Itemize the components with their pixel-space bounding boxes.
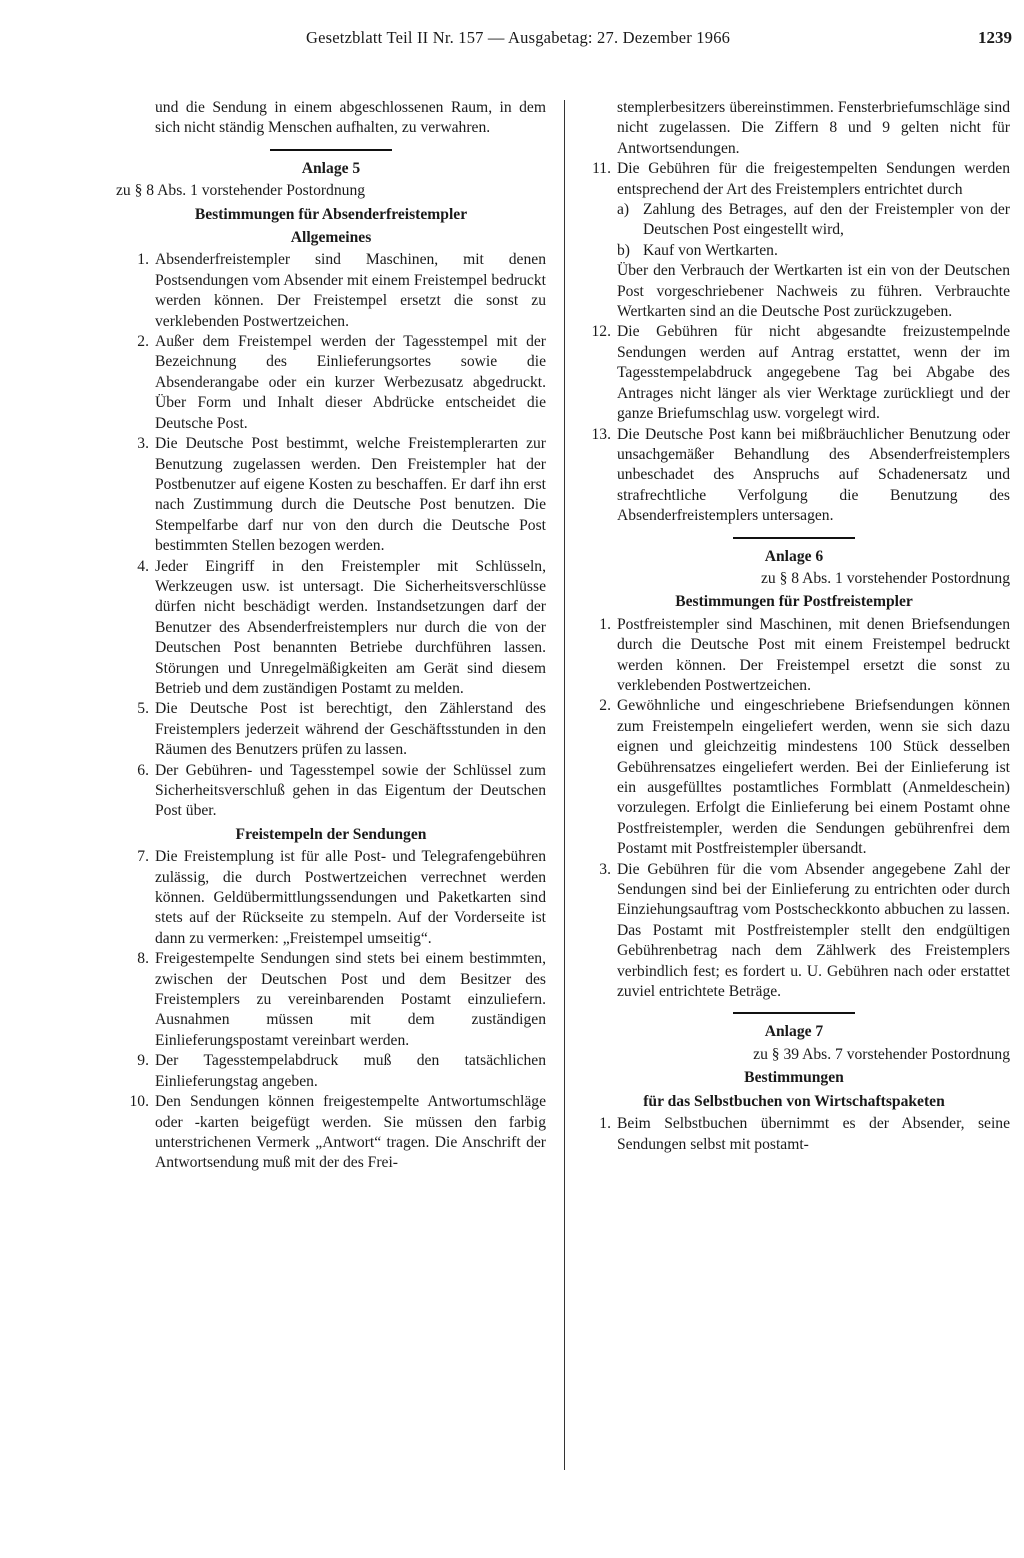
item-10-continuation: stemplerbesitzers übereinstimmen. Fensterbriefumschläge sind nicht zugelassen. Die Ziffern 8 und 9 gelten nicht für Antwortsendungen. [617,99,1010,157]
item-text: Postfreistempler sind Maschinen, mit denen Briefsendungen durch die Deutsche Post mit einem Freistempel bedruckt werden können. Der Freistempel ersetzt die sonst zu verklebenden Postwertzeichen. [617,615,1010,694]
item-number: 2. [599,697,611,715]
item-number: 12. [591,323,611,341]
item-number: 8. [137,950,149,968]
anlage-6-heading: Bestimmungen für Postfreistempler [675,593,913,611]
item-number: 10. [129,1093,149,1111]
item-text: Die Gebühren für die freigestempelten Sendungen werden entsprechend der Art des Freistemplers entrichtet durch [617,160,1010,198]
item-text: Beim Selbstbuchen übernimmt es der Absender, seine Sendungen selbst mit postamt- [617,1115,1010,1153]
item-number: 9. [137,1052,149,1070]
item-11-continuation: Über den Verbrauch der Wertkarten ist ein von der Deutschen Post vorgeschriebener Nachweis zu führen. Verbrauchte Wertkarten sind an die Deutsche Post zurückzugeben. [617,262,1010,321]
sub-item-letter: b) [617,241,630,259]
subheading-freistempeln: Freistempeln der Sendungen [235,825,427,843]
item-number: 3. [599,860,611,878]
item-number: 3. [137,435,149,453]
item-text: Freigestempelte Sendungen sind stets bei einem bestimmten, zwischen der Deutschen Post und dem Besitzer des Freistemplers zu vereinbarenden Postamt einzuliefern. Ausnahmen müssen mit dem zuständigen Einlieferungspostamt vereinbart werden. [155,950,546,1049]
item-number: 1. [599,615,611,633]
item-number: 7. [137,848,149,866]
list-item [116,434,546,556]
item-text: Die Deutsche Post ist berechtigt, den Zählerstand des Freistemplers jederzeit während der Geschäftsstunden in den Räumen des Benutzers prüfen zu lassen. [155,700,546,759]
list-item [116,847,546,949]
anlage-5-reference: zu § 8 Abs. 1 vorstehender Postordnung [116,182,366,200]
sub-item-text: Zahlung des Betrages, auf den der Freistempler von der Deutschen Post eingestellt wird, [643,201,1010,239]
list-item [578,159,1010,200]
item-text: Den Sendungen können freigestempelte Antwortumschläge oder -karten beigefügt werden. Sie müssen den farbig unterstrichenen Vermerk „Antwort“ tragen. Die Anschrift der Antwortsendung muß mit der des Frei- [155,1093,546,1172]
sub-item [617,200,1010,241]
anlage-7-title: Anlage 7 [764,1023,824,1041]
left-column [116,98,546,1174]
right-column [578,98,1010,1155]
list-item [116,949,546,1051]
list-item [116,1051,546,1092]
anlage-7-heading-line1: Bestimmungen [744,1069,844,1087]
anlage-5-title: Anlage 5 [301,159,361,177]
list-item [116,557,546,700]
list-item [578,696,1010,859]
list-item [116,332,546,434]
item-text: Der Tagesstempelabdruck muß den tatsächlichen Einlieferungstag angeben. [155,1052,546,1090]
page-header [0,28,1024,58]
item-text: Die Gebühren für nicht abgesandte freizustempelnde Sendungen werden auf Antrag erstattet, wenn der im Tagesstempelabdruck angegebene Tag bei Abgabe des Antrages nicht länger als vier Werktage zurückliegt und der ganze Briefumschlag usw. vorgelegt wird. [617,323,1010,423]
section-rule [733,537,855,539]
section-rule [270,149,392,151]
sub-item [617,241,1010,261]
item-text: Der Gebühren- und Tagesstempel sowie der Schlüssel zum Sicherheitsverschluß gehen in das Eigentum der Deutschen Post über. [155,761,546,820]
item-text: Die Deutsche Post bestimmt, welche Freistemplerarten zur Benutzung zugelassen werden. Den Freistempler hat der Postbenutzer auf eigene Kosten zu beschaffen. Er darf ihn erst nach Zustimmung durch die Deutsche Post benutzen. Die Stempelfarbe darf nur von den durch die Deutsche Post bestimmten Stellen bezogen werden. [155,435,546,555]
list-item [116,761,546,822]
item-text: Absenderfreistempler sind Maschinen, mit denen Postsendungen vom Absender mit einem Freistempel bedruckt werden können. Der Freistempel ersetzt die sonst zu verklebenden Postwertzeichen. [155,251,546,330]
list-item [578,615,1010,697]
item-text: Gewöhnliche und eingeschriebene Briefsendungen können zum Freistempeln eingeliefert werden, wenn sie sich dazu eignen und gleichzeitig mindestens 100 Stück desselben Gebührensatzes eingeliefert werden. Bei der Einlieferung ist ein ausgefülltes postamtliches Formblatt (Anmeldeschein) vorzulegen. Erfolgt die Einlieferung bei einem Postamt ohne Postfreistempler, werden die Sendungen gebührenfrei dem Postamt mit Postfreistempler übersandt. [617,697,1010,858]
section-rule [733,1012,855,1014]
list-item [116,699,546,760]
anlage-6-title: Anlage 6 [764,547,824,565]
column-divider [564,100,565,1470]
anlage-7-heading-line2: für das Selbstbuchen von Wirtschaftspaketen [643,1092,945,1110]
item-number: 4. [137,557,149,575]
intro-paragraph: und die Sendung in einem abgeschlossenen Raum, in dem sich nicht ständig Menschen aufhalten, zu verwahren. [155,99,546,137]
item-text: Die Freistemplung ist für alle Post- und Telegrafengebühren zulässig, die durch Postwertzeichen verrechnet werden können. Geldübermittlungssendungen und Paketkarten sind stets auf der Rückseite zu stempeln. Auf der Vorderseite ist dann zu vermerken: „Freistempel umseitig“. [155,848,546,947]
item-number: 11. [592,160,611,178]
item-number: 2. [137,333,149,351]
item-text: Die Deutsche Post kann bei mißbräuchlicher Benutzung oder unsachgemäßer Behandlung des Absenderfreistemplers unbeschadet des Anspruchs auf Schadenersatz und strafrechtliche Verfolgung die Benutzung des Absenderfreistemplers untersagen. [617,425,1010,525]
item-number: 5. [137,700,149,718]
list-item [578,425,1010,527]
subheading-allgemeines: Allgemeines [290,229,372,247]
list-item [578,1114,1010,1155]
item-text: Die Gebühren für die vom Absender angegebene Zahl der Sendungen sind bei der Einlieferung zu entrichten oder durch Einziehungsauftrag vom Postscheckkonto abbuchen zu lassen. Das Postamt mit Postfreistempler stellt den endgültigen Gebührenbetrag nach dem Zählwerk des Freistemplers verbindlich fest; es fordert u. U. Gebühren nach oder erstattet zuviel entrichtete Beträge. [617,860,1010,1001]
item-number: 13. [591,425,611,443]
item-text: Außer dem Freistempel werden der Tagesstempel mit der Bezeichnung des Einlieferungsortes sowie die Absenderangabe oder ein kurzer Werbezusatz abgedruckt. Über Form und Inhalt dieser Abdrücke entscheidet die Deutsche Post. [155,333,546,432]
item-number: 1. [137,251,149,269]
sub-item-text: Kauf von Wertkarten. [643,241,778,259]
list-item [578,322,1010,424]
list-item [116,1092,546,1174]
list-item [116,250,546,332]
sub-item-letter: a) [617,201,630,219]
page-number: 1239 [978,28,1012,47]
anlage-5-heading: Bestimmungen für Absenderfreistempler [194,205,468,223]
item-number: 6. [137,761,149,779]
anlage-7-reference: zu § 39 Abs. 7 vorstehender Postordnung [753,1045,1010,1063]
header-title: Gesetzblatt Teil II Nr. 157 — Ausgabetag: 27. Dezember 1966 [306,28,731,47]
list-item [578,860,1010,1003]
anlage-6-reference: zu § 8 Abs. 1 vorstehender Postordnung [760,569,1010,587]
item-number: 1. [599,1115,611,1133]
item-text: Jeder Eingriff in den Freistempler mit Schlüsseln, Werkzeugen usw. ist untersagt. Die Sicherheitsverschlüsse dürfen nicht beschädigt werden. Instandsetzungen darf der Benutzer des Absenderfreistemplers nur durch die von der Deutschen Post benannten Betriebe durchführen lassen. Störungen und Unregelmäßigkeiten am Gerät sind diesem Betrieb und dem zuständigen Postamt zu melden. [155,557,546,697]
